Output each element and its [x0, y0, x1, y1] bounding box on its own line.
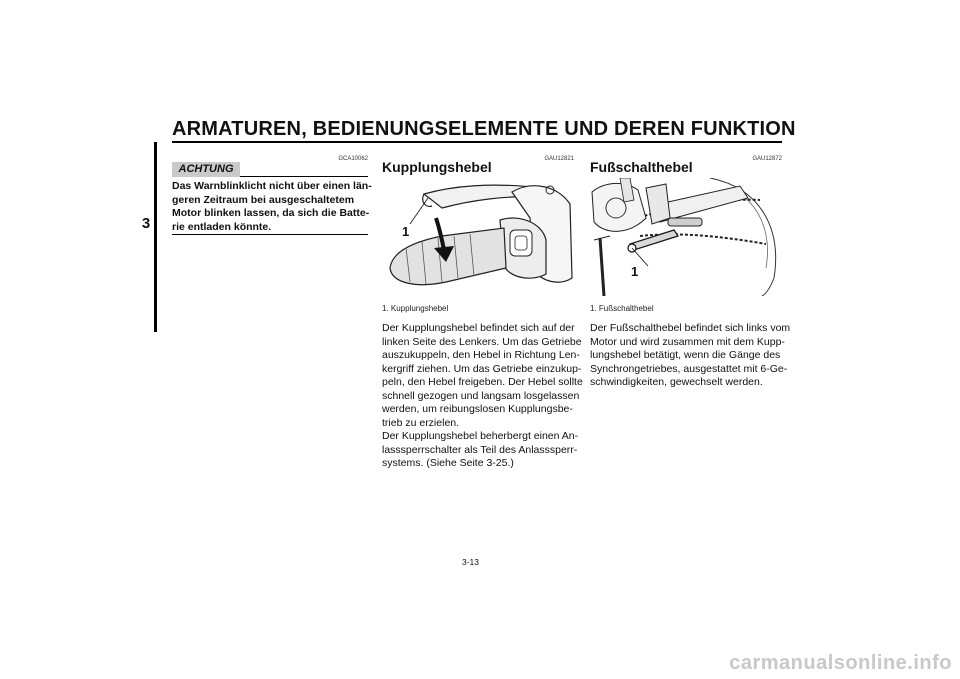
clutch-line: auszukuppeln, den Hebel in Richtung Len- [382, 349, 580, 361]
clutch-title: Kupplungshebel [382, 159, 492, 175]
shift-callout: 1 [631, 264, 639, 279]
achtung-rule-top [240, 176, 368, 177]
shift-line: schwindigkeiten, gewechselt werden. [590, 376, 763, 388]
warning-line: rie entladen könnte. [172, 220, 272, 233]
clutch-line: Der Kupplungshebel befindet sich auf der [382, 322, 575, 334]
shift-title: Fußschalthebel [590, 159, 693, 175]
shift-code: GAU12872 [752, 156, 782, 162]
warning-line: Das Warnblinklicht nicht über einen län- [172, 180, 372, 192]
warning-line: geren Zeitraum bei ausgeschaltetem [172, 193, 355, 206]
title-rule [172, 141, 782, 143]
page-number: 3-13 [462, 557, 480, 567]
footer-watermark[interactable]: carmanualsonline.info [729, 652, 952, 674]
achtung-badge: ACHTUNG [172, 162, 240, 177]
clutch-line: peln, den Hebel freigeben. Der Hebel sollte [382, 376, 583, 388]
clutch-line: werden, um reibungslosen Kupplungsbe- [382, 403, 573, 415]
shift-line: lungshebel betätigt, wenn die Gänge des [590, 349, 781, 361]
warning-code: GCA10062 [338, 156, 368, 162]
warning-text [172, 180, 372, 234]
clutch-callout: 1 [402, 224, 410, 239]
shift-caption: 1. Fußschalthebel [590, 304, 654, 313]
shift-body [590, 322, 790, 390]
page-title: ARMATUREN, BEDIENUNGSELEMENTE UND DEREN FUNKTION [172, 118, 796, 140]
clutch-code: GAU12821 [544, 156, 574, 162]
shift-line: Der Fußschalthebel befindet sich links vom [590, 322, 791, 334]
clutch-caption: 1. Kupplungshebel [382, 304, 449, 313]
achtung-rule-bottom [172, 234, 368, 235]
clutch-line: Der Kupplungshebel beherbergt einen An- [382, 430, 579, 442]
clutch-line: linken Seite des Lenkers. Um das Getriebe [382, 335, 582, 348]
clutch-body [382, 322, 583, 471]
clutch-line: schnell gezogen und langsam losgelassen [382, 389, 580, 402]
chapter-tab: 3 [141, 215, 151, 232]
clutch-line: lasssperrschalter als Teil des Anlasssperr- [382, 443, 578, 456]
warning-line: Motor blinken lassen, da sich die Batte- [172, 207, 370, 219]
shift-line: Motor und wird zusammen mit dem Kupp- [590, 335, 785, 348]
chapter-bar [154, 142, 157, 332]
clutch-line: systems. (Siehe Seite 3-25.) [382, 457, 514, 469]
shift-illustration [590, 178, 782, 296]
clutch-line: kergriff ziehen. Um das Getriebe einzukup- [382, 362, 582, 375]
clutch-line: trieb zu erzielen. [382, 416, 460, 429]
shift-line: Synchrongetriebes, ausgestattet mit 6-Ge- [590, 362, 788, 375]
clutch-illustration [382, 178, 574, 296]
